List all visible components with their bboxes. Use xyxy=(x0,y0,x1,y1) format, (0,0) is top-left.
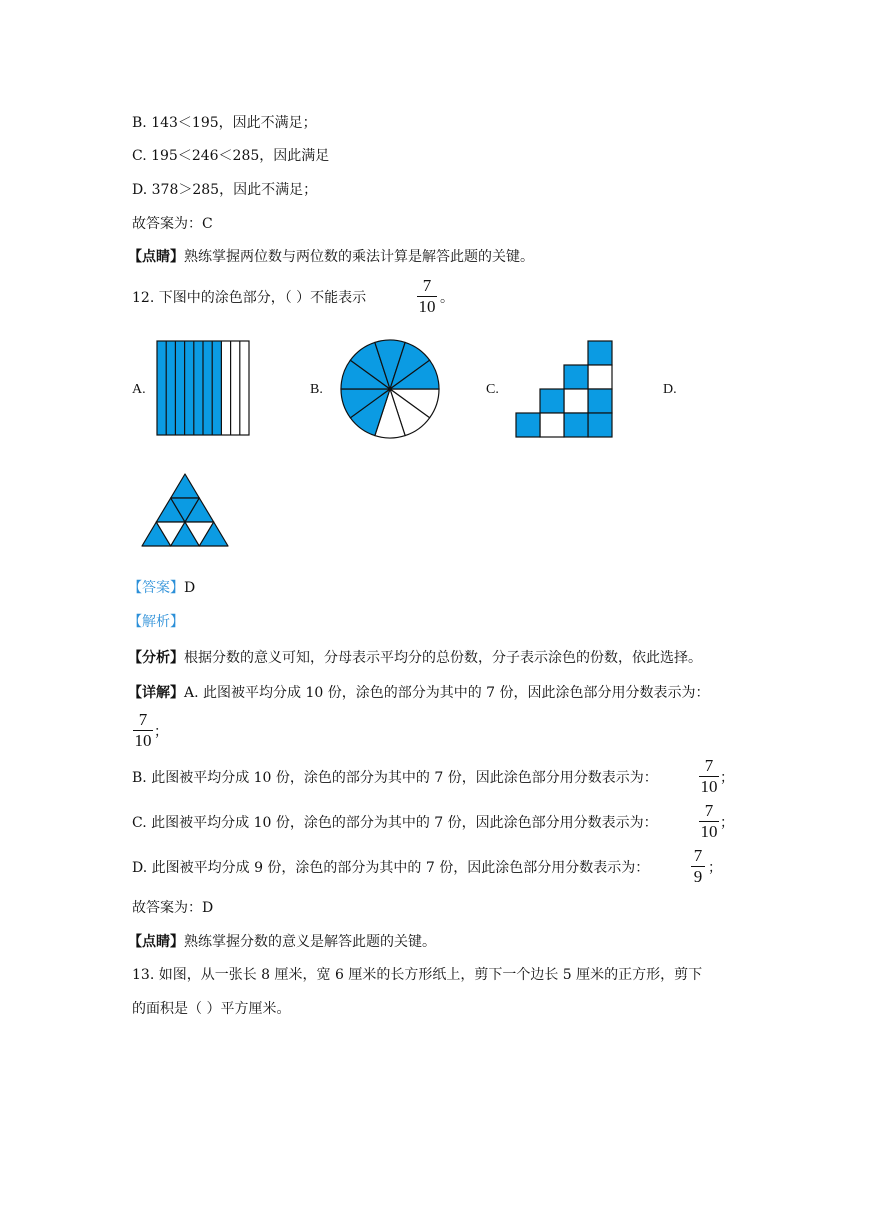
tip-12 xyxy=(128,932,436,952)
fraction-denominator: 10 xyxy=(134,731,152,750)
fraction-b xyxy=(698,756,720,797)
xiangjie-a-text: A. 此图被平均分成 10 份，涂色的部分为其中的 7 份，因此涂色部分用分数表示为： xyxy=(184,685,710,701)
question-13-line-1: 13. 如图，从一张长 8 厘米，宽 6 厘米的长方形纸上，剪下一个边长 5 厘米的正方形，剪下 xyxy=(132,967,703,983)
answer-value: D xyxy=(184,580,196,596)
fraction-d xyxy=(690,846,706,887)
fraction-numerator: 7 xyxy=(422,276,432,295)
option-b-label: B. xyxy=(310,382,323,397)
semicolon-d: ； xyxy=(708,860,722,876)
figure-d-triangle xyxy=(139,472,231,552)
question-12-text: 12. 下图中的涂色部分，（ ）不能表示 xyxy=(132,290,367,306)
fraction-numerator: 7 xyxy=(704,801,714,820)
fenxi-tag: 【分析】 xyxy=(128,650,184,666)
fenxi-text: 根据分数的意义可知，分母表示平均分的总份数，分子表示涂色的份数，依此选择。 xyxy=(184,650,702,666)
option-d-explanation: D. 378＞285，因此不满足； xyxy=(132,182,318,198)
tip-11 xyxy=(128,247,534,267)
option-a-label: A. xyxy=(132,382,146,397)
fraction-denominator: 10 xyxy=(418,297,436,316)
option-d-label: D. xyxy=(663,382,677,397)
tip-text: 熟练掌握两位数与两位数的乘法计算是解答此题的关键。 xyxy=(184,249,534,265)
figure-a-strips xyxy=(156,340,251,436)
tip-text: 熟练掌握分数的意义是解答此题的关键。 xyxy=(184,934,436,950)
figure-c-staircase xyxy=(514,340,614,438)
fraction-numerator: 7 xyxy=(704,756,714,775)
answer-tag: 【答案】 xyxy=(128,580,184,596)
semicolon-c: ； xyxy=(720,815,734,831)
explanation-c: C. 此图被平均分成 10 份，涂色的部分为其中的 7 份，因此涂色部分用分数表示为： xyxy=(132,815,658,831)
fraction-denominator: 10 xyxy=(700,822,718,841)
option-b-explanation: B. 143＜195，因此不满足； xyxy=(132,115,317,131)
fraction-c xyxy=(698,801,720,842)
figure-b-circle xyxy=(339,338,441,440)
question-12-end: 。 xyxy=(440,290,454,306)
answer-11: 故答案为：C xyxy=(132,216,213,232)
answer-12: 故答案为：D xyxy=(132,900,214,916)
tip-tag: 【点睛】 xyxy=(128,934,184,950)
fraction-numerator: 7 xyxy=(693,846,703,865)
explanation-d: D. 此图被平均分成 9 份，涂色的部分为其中的 7 份，因此涂色部分用分数表示为： xyxy=(132,860,650,876)
fenxi-line xyxy=(128,648,702,668)
option-c-explanation: C. 195＜246＜285，因此满足 xyxy=(132,148,330,164)
semicolon-a: ； xyxy=(154,724,168,740)
question-fraction xyxy=(416,276,438,317)
fraction-denominator: 10 xyxy=(700,777,718,796)
fraction-denominator: 9 xyxy=(693,867,703,886)
explanation-b: B. 此图被平均分成 10 份，涂色的部分为其中的 7 份，因此涂色部分用分数表示为： xyxy=(132,770,658,786)
question-12 xyxy=(132,288,366,308)
xiangjie-tag: 【详解】 xyxy=(128,685,184,701)
analysis-tag: 【解析】 xyxy=(128,614,184,630)
option-c-label: C. xyxy=(486,382,499,397)
tip-tag: 【点睛】 xyxy=(128,249,184,265)
question-13-line-2: 的面积是（ ）平方厘米。 xyxy=(132,1001,291,1017)
semicolon-b: ； xyxy=(720,770,734,786)
fraction-numerator: 7 xyxy=(138,710,148,729)
answer-tag-line xyxy=(128,578,195,598)
fraction-a xyxy=(132,710,154,751)
xiangjie-line xyxy=(128,683,710,703)
